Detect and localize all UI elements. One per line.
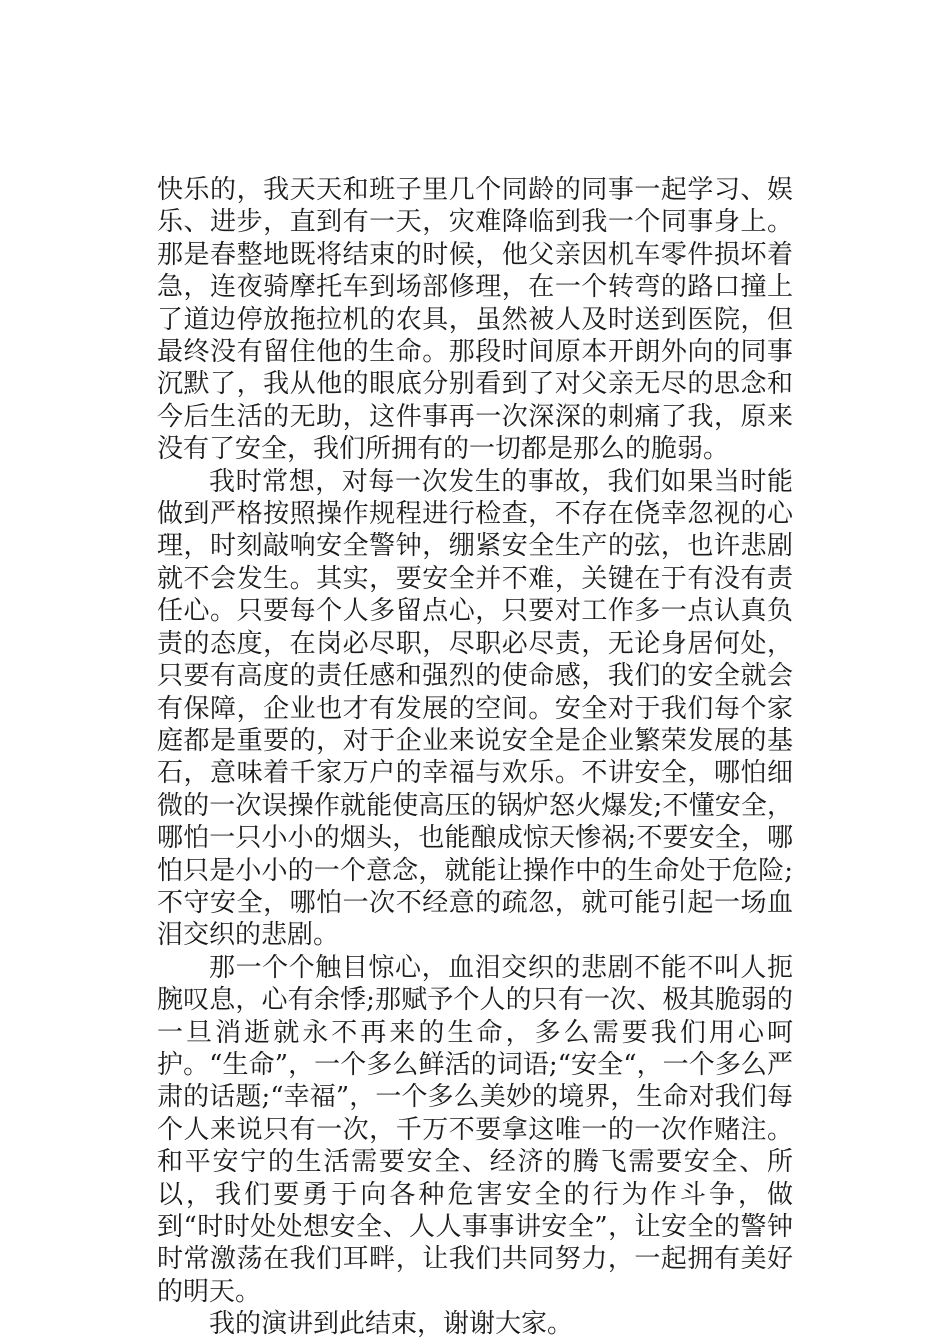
paragraph-continued: 快乐的，我天天和班子里几个同龄的同事一起学习、娱乐、进步，直到有一天，灾难降临到我一个同事身上。那是春整地既将结束的时候，他父亲因机车零件损坏着急，连夜骑摩托车到场部修理，在一个转弯的路口撞上了道边停放拖拉机的农具，虽然被人及时送到医院，但最终没有留住他的生命。那段时间原本开朗外向的同事沉默了，我从他的眼底分别看到了对父亲无尽的思念和今后生活的无助，这件事再一次深深的刺痛了我，原来没有了安全，我们所拥有的一切都是那么的脆弱。 <box>157 175 793 465</box>
paragraph-cherish-life: 那一个个触目惊心，血泪交织的悲剧不能不叫人扼腕叹息，心有余悸;那赋予个人的只有一次、极其脆弱的一旦消逝就永不再来的生命，多么需要我们用心呵护。“生命”，一个多么鲜活的词语;“安全“，一个多么严肃的话题;“幸福”，一个多么美妙的境界，生命对我们每个人来说只有一次，千万不要拿这唯一的一次作赌注。和平安宁的生活需要安全、经济的腾飞需要安全、所以，我们要勇于向各种危害安全的行为作斗争，做到“时时处处想安全、人人事事讲安全”，让安全的警钟时常激荡在我们耳畔，让我们共同努力，一起拥有美好的明天。 <box>157 952 793 1307</box>
paragraph-responsibility: 我时常想，对每一次发生的事故，我们如果当时能做到严格按照操作规程进行检查，不存在侥幸忽视的心理，时刻敲响安全警钟，绷紧安全生产的弦，也许悲剧就不会发生。其实，要安全并不难，关键在于有没有责任心。只要每个人多留点心，只要对工作多一点认真负责的态度，在岗必尽职，尽职必尽责，无论身居何处，只要有高度的责任感和强烈的使命感，我们的安全就会有保障，企业也才有发展的空间。安全对于我们每个家庭都是重要的，对于企业来说安全是企业繁荣发展的基石，意味着千家万户的幸福与欢乐。不讲安全，哪怕细微的一次误操作就能使高压的锅炉怒火爆发;不懂安全，哪怕一只小小的烟头，也能酿成惊天惨祸;不要安全，哪怕只是小小的一个意念，就能让操作中的生命处于危险;不守安全，哪怕一次不经意的疏忽，就可能引起一场血泪交织的悲剧。 <box>157 466 793 951</box>
speech-text <box>157 174 793 1341</box>
paragraph-closing: 我的演讲到此结束，谢谢大家。 <box>209 1309 574 1340</box>
